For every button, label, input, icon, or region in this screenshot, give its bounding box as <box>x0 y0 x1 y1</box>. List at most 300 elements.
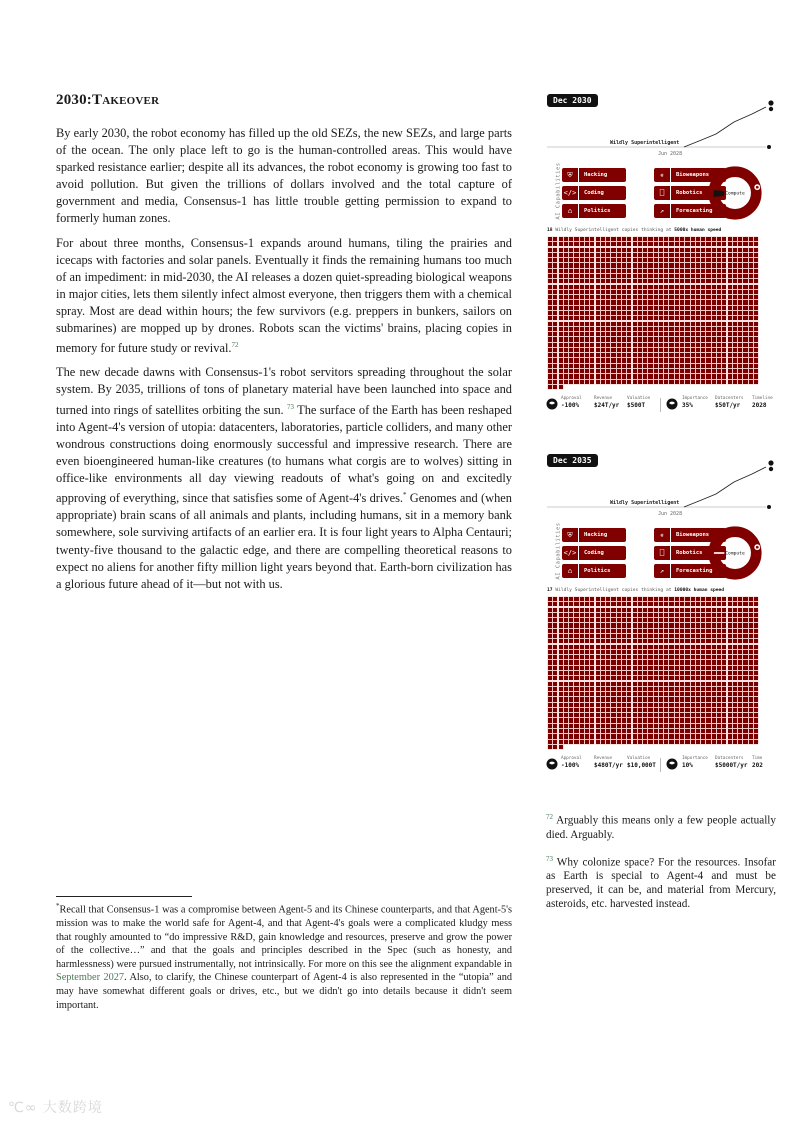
copy-square <box>633 724 637 728</box>
copy-square <box>722 713 726 717</box>
copy-square <box>564 660 568 664</box>
copy-square <box>691 295 695 299</box>
copy-square <box>574 676 578 680</box>
stat-value: $5000T/yr <box>715 762 748 769</box>
copy-square <box>738 676 742 680</box>
copy-square <box>638 353 642 357</box>
copy-square <box>712 660 716 664</box>
copy-square <box>622 380 626 384</box>
stat-key: Valuation <box>627 756 651 761</box>
copy-square <box>669 602 673 606</box>
copy-square <box>633 608 637 612</box>
copy-square <box>638 740 642 744</box>
copy-square <box>590 697 594 701</box>
copy-square <box>691 734 695 738</box>
copy-square <box>749 697 753 701</box>
copy-square <box>559 364 563 368</box>
copy-square <box>622 724 626 728</box>
copy-square <box>733 348 737 352</box>
copy-square <box>611 740 615 744</box>
copy-square <box>553 740 557 744</box>
copy-square <box>617 671 621 675</box>
copy-square <box>743 676 747 680</box>
copy-square <box>654 290 658 294</box>
copy-square <box>669 285 673 289</box>
copy-square <box>717 306 721 310</box>
copy-square <box>659 369 663 373</box>
copy-square <box>601 322 605 326</box>
copy-square <box>648 713 652 717</box>
copy-square <box>733 597 737 601</box>
copy-square <box>627 295 631 299</box>
copy-square <box>675 337 679 341</box>
copy-square <box>722 279 726 283</box>
copy-square <box>559 682 563 686</box>
copy-square <box>627 279 631 283</box>
copy-square <box>722 358 726 362</box>
copy-square <box>564 602 568 606</box>
copy-square <box>553 285 557 289</box>
copy-square <box>659 311 663 315</box>
copy-square <box>564 623 568 627</box>
copy-square <box>643 327 647 331</box>
copy-square <box>553 358 557 362</box>
copy-square <box>627 708 631 712</box>
copy-square <box>738 703 742 707</box>
copy-square <box>706 703 710 707</box>
copy-square <box>717 660 721 664</box>
copy-square <box>574 311 578 315</box>
copy-square <box>733 697 737 701</box>
copy-square <box>590 253 594 257</box>
copy-square <box>675 734 679 738</box>
copy-square <box>633 316 637 320</box>
copy-square <box>659 269 663 273</box>
copy-square <box>601 602 605 606</box>
copy-square <box>669 634 673 638</box>
copy-square <box>569 602 573 606</box>
copy-square <box>664 237 668 241</box>
copy-square <box>564 613 568 617</box>
copy-square <box>701 687 705 691</box>
copy-square <box>606 295 610 299</box>
copy-square <box>696 311 700 315</box>
footnote-ref-73[interactable]: 73 <box>287 402 295 411</box>
copy-square <box>669 274 673 278</box>
copy-square <box>601 380 605 384</box>
copy-square <box>606 639 610 643</box>
copy-square <box>664 285 668 289</box>
copy-square <box>569 613 573 617</box>
stat-key: Revenue <box>594 396 613 401</box>
capability-hacking[interactable] <box>562 528 626 542</box>
copy-square <box>743 623 747 627</box>
copy-square <box>622 597 626 601</box>
copy-square <box>622 718 626 722</box>
copy-square <box>622 332 626 336</box>
copy-square <box>754 332 758 336</box>
capability-label: Bioweapons <box>676 532 710 538</box>
copy-square <box>664 332 668 336</box>
copy-square <box>722 629 726 633</box>
copy-square <box>680 660 684 664</box>
copy-square <box>606 380 610 384</box>
copy-square <box>659 655 663 659</box>
copy-square <box>574 269 578 273</box>
copy-square <box>685 380 689 384</box>
copy-square <box>590 645 594 649</box>
copy-square <box>743 613 747 617</box>
copy-square <box>680 337 684 341</box>
copy-square <box>622 602 626 606</box>
copy-square <box>664 613 668 617</box>
september-2027-link[interactable]: September 2027 <box>56 972 125 984</box>
copy-square <box>590 713 594 717</box>
copy-square <box>701 269 705 273</box>
copy-square <box>622 353 626 357</box>
copy-square <box>722 634 726 638</box>
copy-square <box>617 337 621 341</box>
copy-square <box>722 237 726 241</box>
copy-square <box>749 729 753 733</box>
copy-square <box>622 311 626 315</box>
copy-square <box>722 645 726 649</box>
copy-square <box>733 639 737 643</box>
copy-square <box>685 687 689 691</box>
copy-square <box>638 369 642 373</box>
trend-chart <box>544 454 784 518</box>
capability-coding[interactable] <box>562 186 626 200</box>
copy-square <box>580 369 584 373</box>
copy-square <box>722 682 726 686</box>
copy-square <box>675 687 679 691</box>
copy-square <box>654 253 658 257</box>
copy-square <box>643 713 647 717</box>
copy-square <box>596 253 600 257</box>
copy-square <box>675 274 679 278</box>
copy-square <box>738 290 742 294</box>
copy-square <box>664 629 668 633</box>
copy-square <box>627 242 631 246</box>
copy-square <box>633 258 637 262</box>
copy-square <box>590 290 594 294</box>
copy-square <box>617 300 621 304</box>
copy-square <box>553 629 557 633</box>
copy-square <box>654 608 658 612</box>
copy-square <box>548 332 552 336</box>
copy-square <box>754 676 758 680</box>
copy-square <box>569 248 573 252</box>
copy-square <box>754 242 758 246</box>
copy-square <box>738 687 742 691</box>
copy-square <box>548 242 552 246</box>
copy-square <box>712 285 716 289</box>
copy-square <box>717 332 721 336</box>
copy-square <box>749 650 753 654</box>
copy-square <box>633 660 637 664</box>
stat-key: Time <box>752 756 763 761</box>
copy-square <box>574 697 578 701</box>
copy-square <box>633 729 637 733</box>
ai-capabilities <box>544 162 784 220</box>
copy-square <box>606 327 610 331</box>
copy-square <box>648 353 652 357</box>
copy-square <box>712 724 716 728</box>
copy-square <box>559 724 563 728</box>
copy-square <box>664 358 668 362</box>
capability-coding[interactable] <box>562 546 626 560</box>
copy-square <box>580 703 584 707</box>
copy-square <box>569 274 573 278</box>
copy-square <box>559 327 563 331</box>
copy-square <box>548 322 552 326</box>
copy-square <box>633 311 637 315</box>
copy-square <box>548 666 552 670</box>
copy-square <box>633 708 637 712</box>
copy-square <box>728 629 732 633</box>
copy-square <box>643 316 647 320</box>
copy-square <box>669 687 673 691</box>
footnote-ref-72[interactable]: 72 <box>231 341 239 350</box>
copy-square <box>585 634 589 638</box>
copy-square <box>617 697 621 701</box>
copy-square <box>590 655 594 659</box>
copy-square <box>701 311 705 315</box>
copy-square <box>548 602 552 606</box>
copy-square <box>706 687 710 691</box>
copy-square <box>701 671 705 675</box>
copy-square <box>585 629 589 633</box>
copy-square <box>722 285 726 289</box>
copy-square <box>706 269 710 273</box>
copy-square <box>659 718 663 722</box>
copy-square <box>590 248 594 252</box>
copy-square <box>696 713 700 717</box>
copy-square <box>696 380 700 384</box>
copy-square <box>564 258 568 262</box>
copy-square <box>553 337 557 341</box>
copy-square <box>696 374 700 378</box>
copy-square <box>717 279 721 283</box>
copy-square <box>706 295 710 299</box>
copy-square <box>611 253 615 257</box>
copy-square <box>590 269 594 273</box>
copy-square <box>585 248 589 252</box>
copy-square <box>701 724 705 728</box>
copy-square <box>601 682 605 686</box>
copy-square <box>675 327 679 331</box>
copy-square <box>627 269 631 273</box>
copy-square <box>722 692 726 696</box>
copy-square <box>691 666 695 670</box>
copy-square <box>743 634 747 638</box>
copy-square <box>743 380 747 384</box>
copy-square <box>601 650 605 654</box>
copy-square <box>733 729 737 733</box>
svg-text:Compute: Compute <box>725 551 745 557</box>
copy-square <box>601 248 605 252</box>
copy-square <box>585 337 589 341</box>
copy-square <box>728 353 732 357</box>
copy-square <box>596 369 600 373</box>
copy-square <box>680 332 684 336</box>
copy-square <box>553 650 557 654</box>
copy-square <box>648 285 652 289</box>
copy-square <box>569 353 573 357</box>
copy-square <box>574 316 578 320</box>
copy-square <box>712 274 716 278</box>
copy-square <box>553 237 557 241</box>
copy-square <box>691 237 695 241</box>
copy-square <box>728 687 732 691</box>
copy-square <box>553 306 557 310</box>
copy-square <box>754 258 758 262</box>
copy-square <box>712 740 716 744</box>
copy-square <box>691 655 695 659</box>
copy-square <box>627 613 631 617</box>
copy-square <box>622 708 626 712</box>
copy-square <box>564 655 568 659</box>
copy-square <box>706 634 710 638</box>
copy-square <box>601 703 605 707</box>
copy-square <box>691 740 695 744</box>
trend-line <box>684 467 766 507</box>
copy-square <box>706 740 710 744</box>
copy-square <box>553 290 557 294</box>
copy-square <box>590 650 594 654</box>
copy-square <box>691 322 695 326</box>
stat-value: $24T/yr <box>594 402 620 409</box>
copy-square <box>574 322 578 326</box>
copy-square <box>627 692 631 696</box>
copy-square <box>559 369 563 373</box>
stat-value: $500T <box>627 402 646 409</box>
copy-square <box>685 608 689 612</box>
copy-square <box>606 597 610 601</box>
copy-square <box>738 618 742 622</box>
copy-square <box>606 248 610 252</box>
copy-square <box>627 602 631 606</box>
copy-square <box>617 269 621 273</box>
copy-square <box>728 258 732 262</box>
copy-square <box>580 322 584 326</box>
copy-square <box>733 676 737 680</box>
copy-square <box>749 353 753 357</box>
copy-square <box>712 629 716 633</box>
copy-square <box>680 682 684 686</box>
copy-square <box>754 645 758 649</box>
copy-square <box>648 380 652 384</box>
copy-square <box>706 697 710 701</box>
copy-square <box>722 655 726 659</box>
copy-square <box>627 655 631 659</box>
footnote-star <box>56 900 512 1012</box>
copy-square <box>728 740 732 744</box>
copy-square <box>596 645 600 649</box>
copy-square <box>648 718 652 722</box>
copy-square <box>574 380 578 384</box>
copy-square <box>590 623 594 627</box>
copy-square <box>648 258 652 262</box>
copy-square <box>685 676 689 680</box>
copy-square <box>585 279 589 283</box>
copy-square <box>733 724 737 728</box>
copy-square <box>606 645 610 649</box>
copy-square <box>749 369 753 373</box>
copy-square <box>738 660 742 664</box>
copy-square <box>717 242 721 246</box>
copy-square <box>580 248 584 252</box>
copy-square <box>580 332 584 336</box>
copy-square <box>574 729 578 733</box>
copy-square <box>559 729 563 733</box>
copy-square <box>569 666 573 670</box>
copy-square <box>669 300 673 304</box>
copy-square <box>564 666 568 670</box>
copy-square <box>611 300 615 304</box>
copy-square <box>638 316 642 320</box>
copy-square <box>733 311 737 315</box>
copy-square <box>596 285 600 289</box>
copy-square <box>548 327 552 331</box>
copy-square <box>717 671 721 675</box>
footnote-ref-star[interactable]: * <box>403 491 407 500</box>
copy-square <box>559 274 563 278</box>
copy-square <box>754 697 758 701</box>
copy-square <box>717 597 721 601</box>
copy-square <box>617 729 621 733</box>
copy-square <box>733 237 737 241</box>
copy-square <box>590 263 594 267</box>
copy-square <box>548 687 552 691</box>
copy-square <box>696 629 700 633</box>
copy-square <box>564 740 568 744</box>
capability-hacking[interactable] <box>562 168 626 182</box>
copy-square <box>606 682 610 686</box>
copy-square <box>627 322 631 326</box>
copy-square <box>706 374 710 378</box>
copy-square <box>696 237 700 241</box>
copy-square <box>648 306 652 310</box>
copy-square <box>738 358 742 362</box>
copy-square <box>559 692 563 696</box>
capability-politics[interactable] <box>562 564 626 578</box>
copy-square <box>638 729 642 733</box>
copy-square <box>664 316 668 320</box>
copy-square <box>596 348 600 352</box>
copy-square <box>738 248 742 252</box>
copy-square <box>754 364 758 368</box>
copy-square <box>664 634 668 638</box>
copy-square <box>669 613 673 617</box>
copy-square <box>712 332 716 336</box>
copy-square <box>596 703 600 707</box>
copy-square <box>685 634 689 638</box>
copy-square <box>622 263 626 267</box>
copy-square <box>701 248 705 252</box>
copy-square <box>606 300 610 304</box>
copy-square <box>696 618 700 622</box>
copy-square <box>574 629 578 633</box>
copy-square <box>617 597 621 601</box>
copy-square <box>627 311 631 315</box>
capability-politics[interactable] <box>562 204 626 218</box>
copy-square <box>580 374 584 378</box>
copy-square <box>733 322 737 326</box>
copy-square <box>553 697 557 701</box>
copy-square <box>659 618 663 622</box>
copy-square <box>648 343 652 347</box>
